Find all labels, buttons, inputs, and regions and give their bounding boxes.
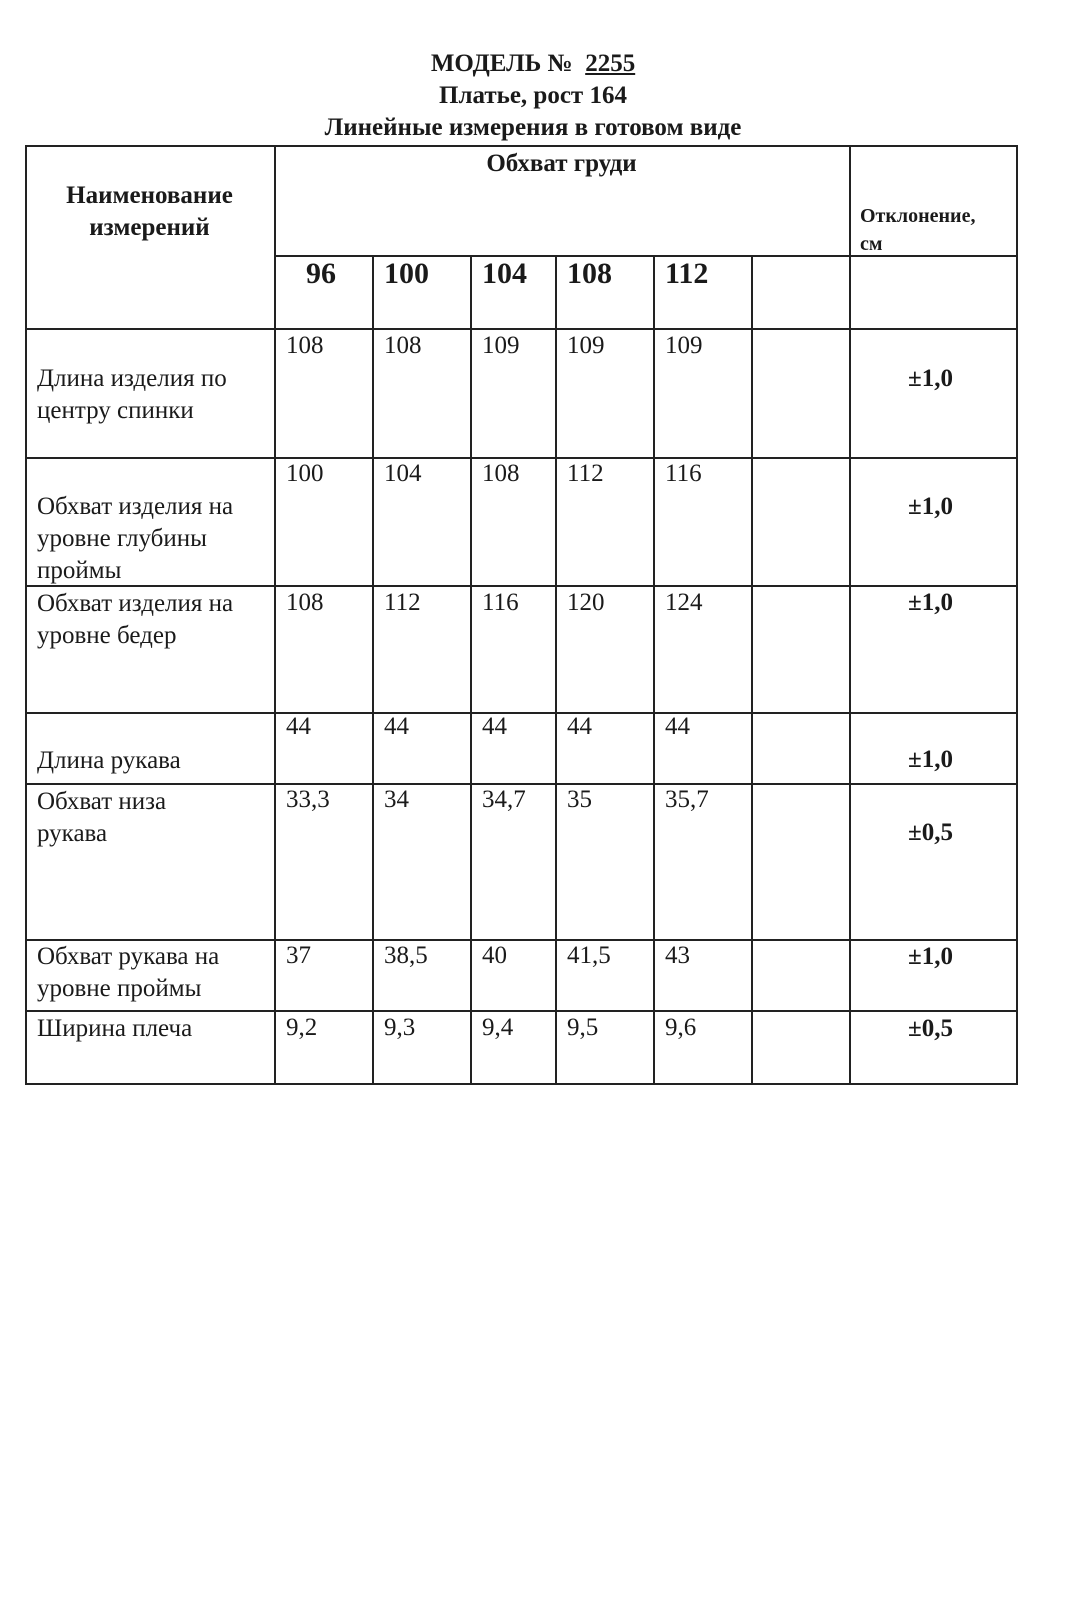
measurement-name: Обхват низа [37,788,167,815]
measurement-value: 34 [384,786,409,813]
column-divider [653,256,655,1085]
table-border-right [1016,145,1018,1085]
model-title [0,48,1066,80]
deviation-value: ±1,0 [908,746,953,773]
measurement-name: центру спинки [37,397,194,424]
measurement-name: рукава [37,820,108,847]
measurement-name: Обхват рукава на [37,943,220,970]
measurement-name: Длина изделия по [37,365,227,392]
measurement-value: 44 [567,713,592,740]
size-header: 96 [306,257,336,290]
deviation-value: ±0,5 [908,819,953,846]
measurement-value: 108 [286,332,324,359]
measurement-name: проймы [37,557,122,584]
measurement-value: 104 [384,460,422,487]
column-divider [372,256,374,1085]
size-header: 108 [567,257,612,290]
measurement-value: 35,7 [665,786,709,813]
deviation-value: ±1,0 [908,943,953,970]
measurement-name: уровне бедер [37,622,177,649]
chest-girth-header: Обхват груди [486,150,637,177]
measurement-value: 41,5 [567,942,611,969]
column-divider [274,145,276,1085]
model-prefix: МОДЕЛЬ № [430,50,573,77]
row-divider [25,328,1017,330]
column-divider [751,256,753,1085]
measurement-value: 9,3 [384,1014,416,1041]
measurement-value: 9,2 [286,1014,318,1041]
deviation-value: ±1,0 [908,589,953,616]
measurement-value: 108 [286,589,324,616]
measurement-name: Длина рукава [37,747,181,774]
column-divider [849,145,851,1085]
deviation-value: ±1,0 [908,365,953,392]
title-block [0,48,1066,144]
measurement-value: 112 [384,589,421,616]
measurement-name: уровне проймы [37,975,202,1002]
measurement-value: 40 [482,942,507,969]
measurement-value: 44 [286,713,311,740]
measurement-value: 35 [567,786,592,813]
measurement-value: 9,6 [665,1014,697,1041]
model-number: 2255 [585,50,636,77]
measurement-value: 9,5 [567,1014,599,1041]
size-header: 104 [482,257,527,290]
measurement-value: 9,4 [482,1014,514,1041]
measurement-value: 109 [665,332,703,359]
measurement-name: Обхват изделия на [37,590,234,617]
measurement-value: 108 [384,332,422,359]
deviation-column-header: см [860,233,883,255]
measurement-value: 34,7 [482,786,526,813]
column-divider [470,256,472,1085]
measurement-value: 116 [482,589,519,616]
deviation-value: ±0,5 [908,1015,953,1042]
row-divider [25,1010,1017,1012]
table-border-bottom [25,1083,1017,1085]
table-border-left [25,145,27,1085]
column-divider [555,256,557,1085]
measurement-value: 43 [665,942,690,969]
size-header: 112 [665,257,709,290]
product-title: Платье, рост 164 [439,82,627,109]
table-border-top [25,145,1017,147]
measurement-name: Ширина плеча [37,1015,193,1042]
row-divider [25,585,1017,587]
measurement-value: 116 [665,460,702,487]
measurement-value: 109 [567,332,605,359]
row-divider [25,712,1017,714]
measurement-value: 100 [286,460,324,487]
table-subtitle: Линейные измерения в готовом виде [324,114,742,141]
name-column-header: Наименование [66,182,233,209]
measurement-value: 120 [567,589,605,616]
deviation-column-header: Отклонение, [860,205,976,227]
row-divider [25,457,1017,459]
measurement-name: уровне глубины [37,525,207,552]
measurement-value: 44 [384,713,409,740]
measurement-value: 38,5 [384,942,428,969]
size-header: 100 [384,257,429,290]
measurement-value: 44 [482,713,507,740]
name-column-header: измерений [89,214,210,241]
measurement-value: 33,3 [286,786,330,813]
measurement-value: 44 [665,713,690,740]
measurement-value: 112 [567,460,604,487]
measurement-value: 108 [482,460,520,487]
measurement-value: 124 [665,589,703,616]
measurement-value: 109 [482,332,520,359]
measurement-value: 37 [286,942,311,969]
measurement-name: Обхват изделия на [37,493,234,520]
deviation-value: ±1,0 [908,493,953,520]
